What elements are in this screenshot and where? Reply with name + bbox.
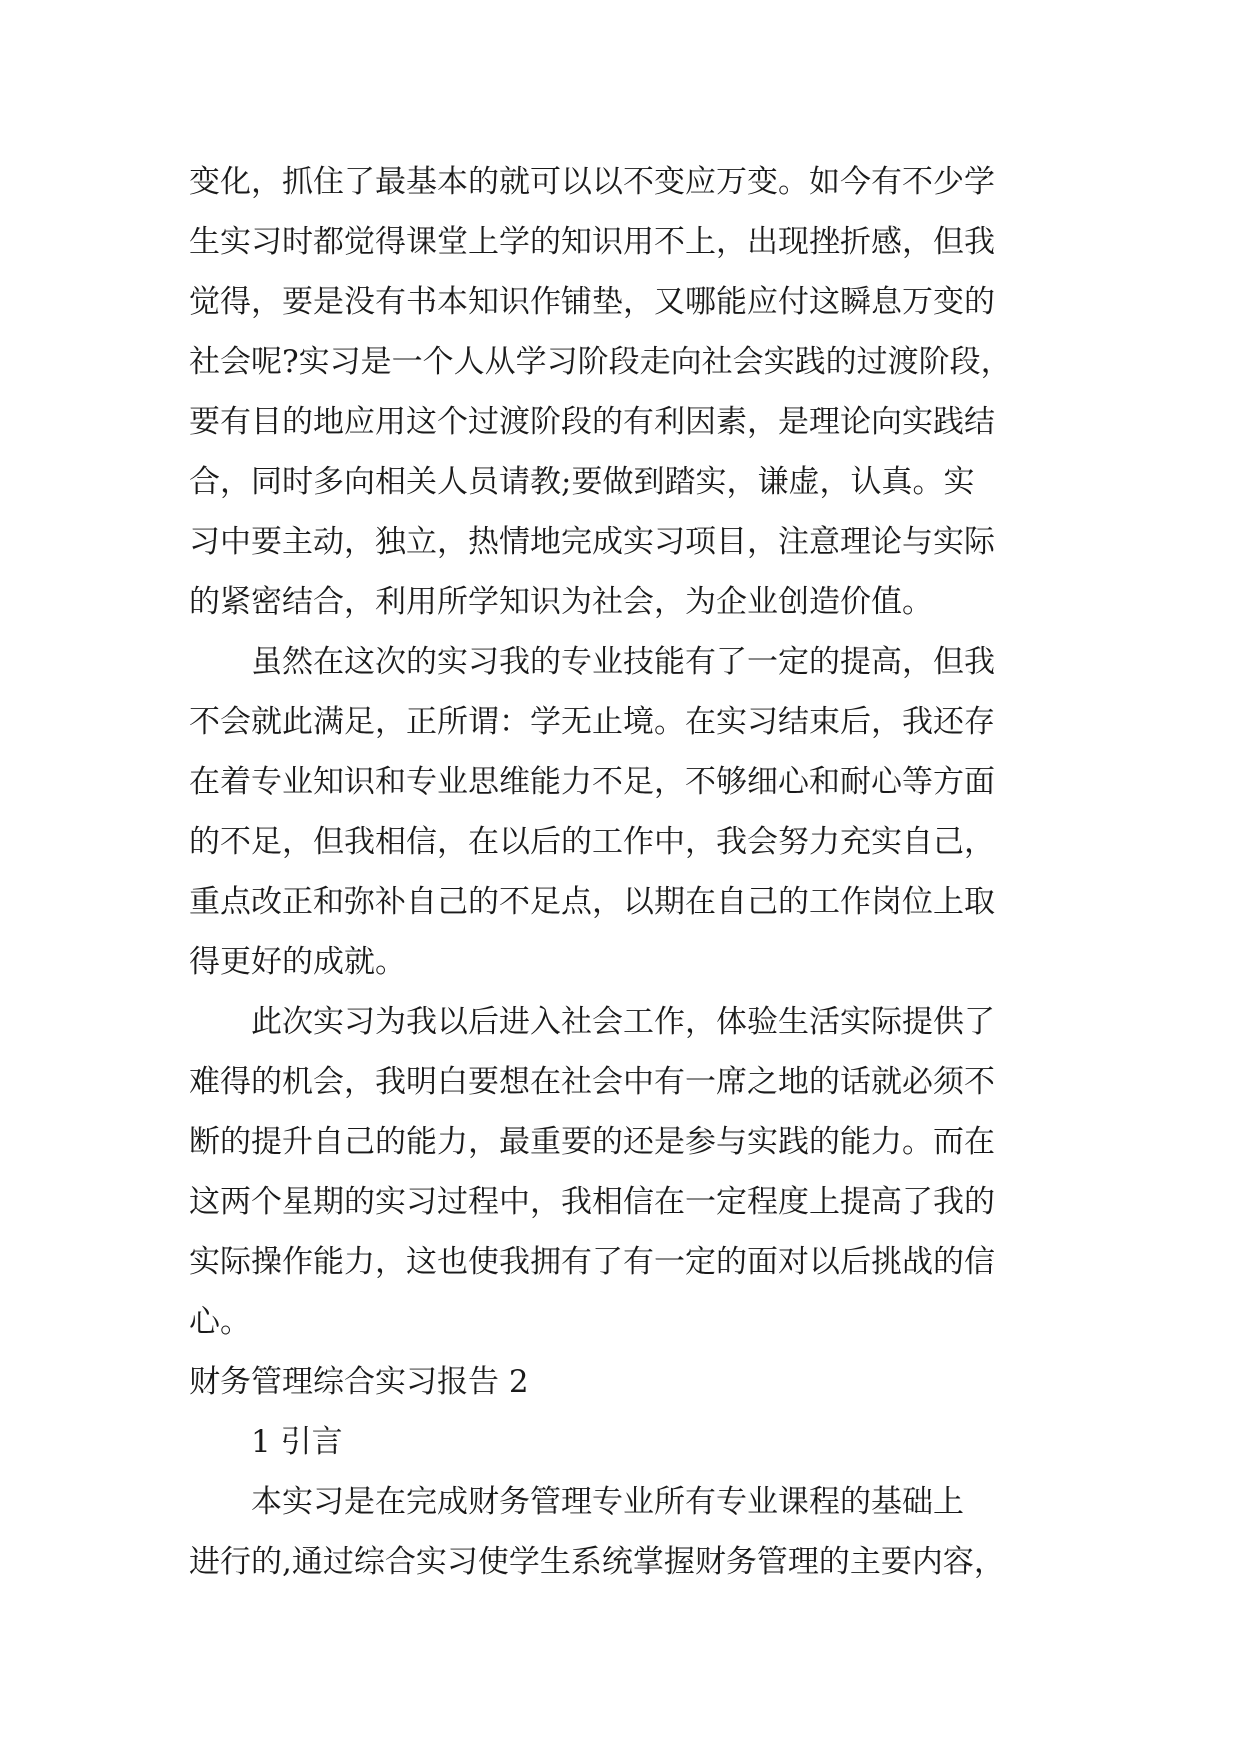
paragraph-line: 变化，抓住了最基本的就可以以不变应万变。如今有不少学 [189, 164, 995, 200]
section-heading: 财务管理综合实习报告 2 [189, 1364, 529, 1400]
paragraph-line: 得更好的成就。 [189, 944, 406, 980]
subsection-heading: 1 引言 [251, 1424, 343, 1460]
paragraph-line: 的紧密结合，利用所学知识为社会，为企业创造价值。 [189, 584, 933, 620]
paragraph-line: 觉得，要是没有书本知识作铺垫，又哪能应付这瞬息万变的 [189, 284, 995, 320]
paragraph-line: 要有目的地应用这个过渡阶段的有利因素，是理论向实践结 [189, 404, 995, 440]
document-body [189, 152, 1049, 1592]
paragraph-line: 合，同时多向相关人员请教;要做到踏实，谦虚，认真。实 [189, 464, 975, 500]
paragraph-line: 在着专业知识和专业思维能力不足，不够细心和耐心等方面 [189, 764, 995, 800]
paragraph-line: 重点改正和弥补自己的不足点，以期在自己的工作岗位上取 [189, 884, 995, 920]
paragraph-line: 难得的机会，我明白要想在社会中有一席之地的话就必须不 [189, 1064, 995, 1100]
paragraph-line: 实际操作能力，这也使我拥有了有一定的面对以后挑战的信 [189, 1244, 995, 1280]
paragraph-line: 社会呢?实习是一个人从学习阶段走向社会实践的过渡阶段， [189, 344, 1012, 380]
paragraph-line: 虽然在这次的实习我的专业技能有了一定的提高，但我 [251, 644, 995, 680]
paragraph-line: 断的提升自己的能力，最重要的还是参与实践的能力。而在 [189, 1124, 995, 1160]
paragraph-line: 这两个星期的实习过程中，我相信在一定程度上提高了我的 [189, 1184, 995, 1220]
paragraph-line: 此次实习为我以后进入社会工作，体验生活实际提供了 [251, 1004, 995, 1040]
paragraph-line: 生实习时都觉得课堂上学的知识用不上，出现挫折感，但我 [189, 224, 995, 260]
paragraph-line: 的不足，但我相信，在以后的工作中，我会努力充实自己， [189, 824, 995, 860]
paragraph-line: 习中要主动，独立，热情地完成实习项目，注意理论与实际 [189, 524, 995, 560]
paragraph-line: 本实习是在完成财务管理专业所有专业课程的基础上 [251, 1484, 964, 1520]
paragraph-line: 心。 [189, 1304, 251, 1340]
paragraph-line: 进行的,通过综合实习使学生系统掌握财务管理的主要内容， [189, 1544, 1005, 1580]
paragraph-line: 不会就此满足，正所谓：学无止境。在实习结束后，我还存 [189, 704, 995, 740]
